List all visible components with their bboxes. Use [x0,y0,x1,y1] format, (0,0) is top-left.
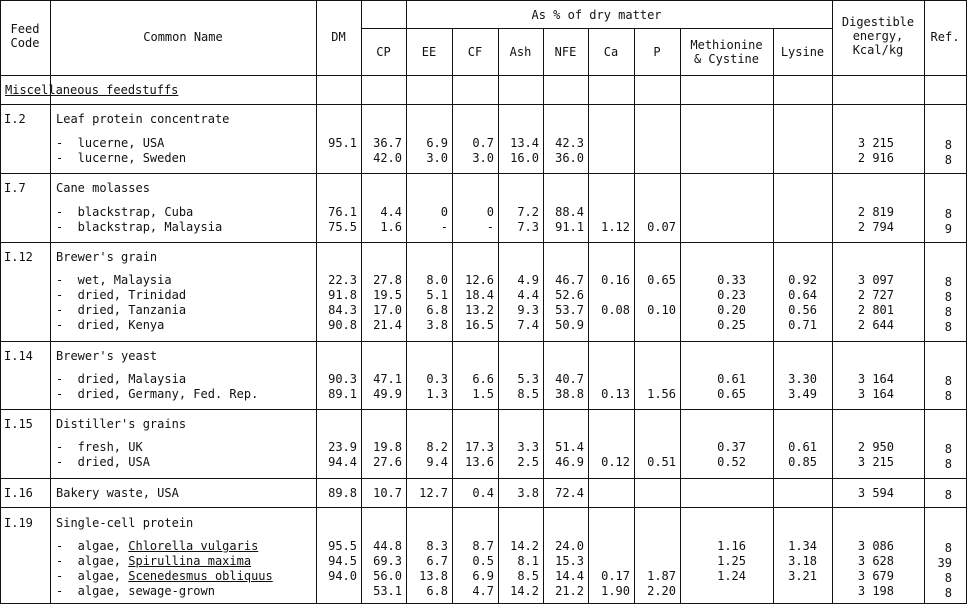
group-name: Cane molasses [56,181,150,195]
cell-cf: 1.5 [472,387,494,401]
cell-nfe: 51.4 [555,440,584,454]
cell-ash: 7.2 [517,205,539,219]
header-ref: Ref. [930,30,960,44]
cell-ref: 8 [944,320,952,334]
group-name: Brewer's grain [56,250,158,264]
cell-ee: 3.8 [426,318,448,332]
cell-nfe: 40.7 [555,372,584,386]
cell-ref: 8 [944,275,952,289]
cell-cp: 69.3 [373,554,402,568]
feed-code: I.14 [4,349,33,363]
cell-ca: 0.08 [601,303,630,317]
cell-cp: 56.0 [373,569,402,583]
cell-cf: 4.7 [472,584,494,598]
species-name: Spirullina maxima [128,554,252,568]
group-name: Leaf protein concentrate [56,112,230,126]
cell-ash: 8.5 [517,387,539,401]
cell-cf: 12.6 [465,273,494,287]
row-name: - fresh, UK [56,440,143,454]
cell-ee: 9.4 [426,455,448,469]
cell-ash: 16.0 [510,151,539,165]
cell-lys: 0.71 [788,318,817,332]
cell-cp: 1.6 [380,220,402,234]
cell-ee: 12.7 [419,486,448,500]
cell-met: 1.16 [717,539,746,553]
cell-lys: 0.85 [788,455,817,469]
cell-cf: 0.5 [472,554,494,568]
cell-ee: 13.8 [419,569,448,583]
group-separator [0,242,967,243]
row-name: - dried, Germany, Fed. Rep. [56,387,259,401]
cell-ca: 1.90 [601,584,630,598]
cell-ee: 0.3 [426,372,448,386]
cell-cp: 53.1 [373,584,402,598]
row-name: - dried, Trinidad [56,288,187,302]
cell-cp: 47.1 [373,372,402,386]
cell-nfe: 88.4 [555,205,584,219]
cell-dm: 75.5 [328,220,357,234]
cell-ca: 0.17 [601,569,630,583]
cell-dm: 95.1 [328,136,357,150]
cell-cp: 42.0 [373,151,402,165]
row-name: - lucerne, USA [56,136,165,150]
cell-ee: 6.8 [426,303,448,317]
feed-code: I.12 [4,250,33,264]
cell-cf: 3.0 [472,151,494,165]
section-title: Miscellaneous feedstuffs [5,83,179,97]
cell-met: 0.65 [717,387,746,401]
cell-cf: - [486,220,494,234]
cell-ee: 6.8 [426,584,448,598]
cell-met: 1.25 [717,554,746,568]
cell-met: 0.37 [717,440,746,454]
cell-nfe: 46.9 [555,455,584,469]
cell-de: 3 215 [857,136,894,150]
header-nfe: NFE [554,45,577,59]
cell-ref: 8 [944,153,952,167]
cell-ash: 3.3 [517,440,539,454]
cell-ee: 6.7 [426,554,448,568]
feed-code: I.2 [4,112,26,126]
cell-ee: 8.3 [426,539,448,553]
cell-ee: - [440,220,448,234]
row-name: - lucerne, Sweden [56,151,187,165]
cell-ref: 8 [944,305,952,319]
cell-ref: 8 [944,541,952,555]
cell-nfe: 52.6 [555,288,584,302]
cell-de: 2 801 [857,303,894,317]
cell-ee: 8.0 [426,273,448,287]
group-separator [0,478,967,479]
cell-dm: 76.1 [328,205,357,219]
cell-dm: 94.5 [328,554,357,568]
group-name: Bakery waste, USA [56,486,179,500]
cell-dm: 89.8 [328,486,357,500]
cell-de: 3 215 [857,455,894,469]
row-name: - blackstrap, Cuba [56,205,194,219]
cell-ref: 8 [944,138,952,152]
cell-nfe: 50.9 [555,318,584,332]
cell-nfe: 42.3 [555,136,584,150]
group-separator [0,104,967,105]
cell-p: 1.56 [647,387,676,401]
cell-de: 3 198 [857,584,894,598]
cell-dm: 95.5 [328,539,357,553]
row-name: - algae, Scenedesmus obliquus [56,569,273,583]
group-separator [0,409,967,410]
header-dm: DM [331,30,346,44]
group-separator [0,507,967,508]
cell-ash: 7.3 [517,220,539,234]
cell-ee: 5.1 [426,288,448,302]
group-name: Distiller's grains [56,417,187,431]
cell-nfe: 21.2 [555,584,584,598]
cell-cp: 19.5 [373,288,402,302]
cell-dm: 23.9 [328,440,357,454]
cell-nfe: 91.1 [555,220,584,234]
cell-met: 1.24 [717,569,746,583]
cell-de: 2 644 [857,318,894,332]
cell-p: 0.65 [647,273,676,287]
cell-nfe: 14.4 [555,569,584,583]
header-p: P [653,45,661,59]
cell-ee: 0 [440,205,448,219]
row-name: - wet, Malaysia [56,273,172,287]
header-dry-matter-group: As % of dry matter [531,8,662,22]
cell-lys: 0.61 [788,440,817,454]
cell-cp: 49.9 [373,387,402,401]
cell-dm: 94.0 [328,569,357,583]
cell-cf: 18.4 [465,288,494,302]
cell-nfe: 15.3 [555,554,584,568]
cell-lys: 1.34 [788,539,817,553]
row-name: - algae, Chlorella vulgaris [56,539,259,553]
header-lys: Lysine [780,45,825,59]
group-name: Single-cell protein [56,516,194,530]
cell-de: 3 164 [857,372,894,386]
cell-ash: 2.5 [517,455,539,469]
cell-cp: 19.8 [373,440,402,454]
species-name: Chlorella vulgaris [128,539,259,553]
cell-cf: 6.9 [472,569,494,583]
cell-lys: 0.64 [788,288,817,302]
header-common-name: Common Name [143,30,223,44]
cell-ash: 13.4 [510,136,539,150]
cell-met: 0.33 [717,273,746,287]
cell-dm: 91.8 [328,288,357,302]
group-separator [0,341,967,342]
header-ca: Ca [603,45,619,59]
row-name: - algae, Spirullina maxima [56,554,252,568]
cell-met: 0.52 [717,455,746,469]
cell-cf: 0.7 [472,136,494,150]
cell-p: 1.87 [647,569,676,583]
group-header-rule [361,28,832,29]
row-name: - dried, Tanzania [56,303,187,317]
cell-ee: 3.0 [426,151,448,165]
column-divider [0,0,1,603]
cell-dm: 94.4 [328,455,357,469]
cell-dm: 22.3 [328,273,357,287]
cell-dm: 84.3 [328,303,357,317]
cell-cp: 27.6 [373,455,402,469]
cell-cf: 16.5 [465,318,494,332]
cell-ee: 8.2 [426,440,448,454]
cell-lys: 3.49 [788,387,817,401]
cell-lys: 3.21 [788,569,817,583]
row-name: - dried, USA [56,455,150,469]
species-name: Scenedesmus obliquus [128,569,273,583]
cell-cf: 13.2 [465,303,494,317]
feed-code: I.7 [4,181,26,195]
cell-cp: 44.8 [373,539,402,553]
cell-ee: 1.3 [426,387,448,401]
cell-de: 3 679 [857,569,894,583]
group-name: Brewer's yeast [56,349,158,363]
cell-ash: 14.2 [510,539,539,553]
cell-met: 0.20 [717,303,746,317]
cell-ash: 8.5 [517,569,539,583]
cell-de: 2 950 [857,440,894,454]
cell-ash: 3.8 [517,486,539,500]
cell-de: 3 097 [857,273,894,287]
cell-nfe: 46.7 [555,273,584,287]
cell-cp: 21.4 [373,318,402,332]
cell-nfe: 38.8 [555,387,584,401]
cell-cp: 10.7 [373,486,402,500]
cell-ref: 8 [944,207,952,221]
header-cp: CP [376,45,391,59]
cell-ash: 7.4 [517,318,539,332]
cell-ref: 8 [944,586,952,600]
feed-code: I.19 [4,516,33,530]
cell-cf: 0 [486,205,494,219]
header-feed-code: Feed Code [10,22,40,50]
cell-ref: 8 [944,488,952,502]
cell-de: 2 727 [857,288,894,302]
cell-lys: 3.30 [788,372,817,386]
cell-ref: 8 [944,374,952,388]
cell-de: 2 794 [857,220,894,234]
cell-de: 2 819 [857,205,894,219]
cell-ref: 8 [944,290,952,304]
cell-p: 0.10 [647,303,676,317]
cell-ref: 8 [944,442,952,456]
cell-ref: 8 [944,389,952,403]
cell-dm: 90.8 [328,318,357,332]
row-name: - dried, Malaysia [56,372,187,386]
cell-ash: 9.3 [517,303,539,317]
cell-ref: 8 [944,571,952,585]
header-cf: CF [467,45,483,59]
feed-code: I.16 [4,486,33,500]
cell-lys: 3.18 [788,554,817,568]
cell-ee: 6.9 [426,136,448,150]
cell-de: 3 628 [857,554,894,568]
cell-ash: 5.3 [517,372,539,386]
header-digestible-energy: Digestible energy, Kcal/kg [841,15,915,57]
cell-ash: 4.4 [517,288,539,302]
cell-ref: 8 [944,457,952,471]
cell-lys: 0.92 [788,273,817,287]
cell-cp: 27.8 [373,273,402,287]
cell-met: 0.25 [717,318,746,332]
cell-dm: 89.1 [328,387,357,401]
cell-cf: 8.7 [472,539,494,553]
header-ee: EE [421,45,437,59]
cell-cf: 17.3 [465,440,494,454]
cell-p: 0.07 [647,220,676,234]
cell-ca: 0.13 [601,387,630,401]
row-name: - blackstrap, Malaysia [56,220,223,234]
cell-de: 3 164 [857,387,894,401]
cell-nfe: 72.4 [555,486,584,500]
group-separator [0,173,967,174]
cell-cf: 6.6 [472,372,494,386]
cell-p: 2.20 [647,584,676,598]
cell-de: 3 594 [857,486,894,500]
cell-nfe: 53.7 [555,303,584,317]
cell-dm: 90.3 [328,372,357,386]
row-name: - dried, Kenya [56,318,165,332]
cell-met: 0.23 [717,288,746,302]
cell-ref: 39 [937,556,952,570]
cell-de: 2 916 [857,151,894,165]
cell-ca: 0.16 [601,273,630,287]
cell-ca: 1.12 [601,220,630,234]
header-met: Methionine & Cystine [690,38,763,66]
table-top-border [0,0,967,1]
cell-ref: 9 [944,222,952,236]
cell-cf: 0.4 [472,486,494,500]
cell-ash: 14.2 [510,584,539,598]
cell-cp: 4.4 [380,205,402,219]
cell-lys: 0.56 [788,303,817,317]
cell-nfe: 24.0 [555,539,584,553]
cell-cp: 17.0 [373,303,402,317]
cell-de: 3 086 [857,539,894,553]
header-ash: Ash [509,45,532,59]
cell-ash: 8.1 [517,554,539,568]
cell-ca: 0.12 [601,455,630,469]
row-name: - algae, sewage-grown [56,584,215,598]
cell-nfe: 36.0 [555,151,584,165]
cell-ash: 4.9 [517,273,539,287]
cell-cf: 13.6 [465,455,494,469]
cell-cp: 36.7 [373,136,402,150]
header-bottom-border [0,75,967,76]
cell-p: 0.51 [647,455,676,469]
feed-code: I.15 [4,417,33,431]
cell-met: 0.61 [717,372,746,386]
